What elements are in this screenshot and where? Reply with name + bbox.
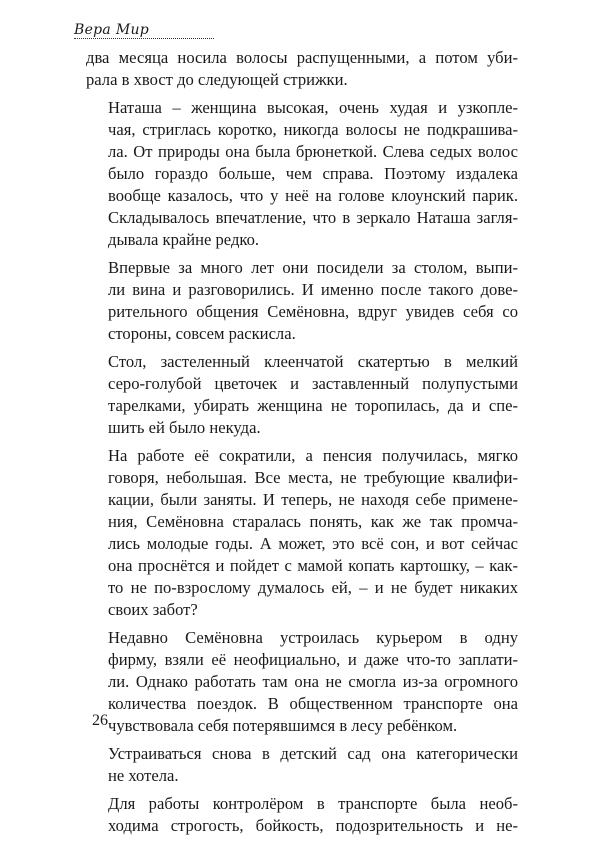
paragraph xyxy=(86,445,518,621)
text-line: ходима строгость, бойкость, подозрительность и не- xyxy=(108,816,518,835)
text-line: шить ей было некуда. xyxy=(108,418,261,437)
text-line: На работе её сократили, а пенсия получилась, мягко xyxy=(108,446,518,465)
text-line: то не по-взрослому думалось ей, – и не будет никаких xyxy=(108,578,518,597)
text-line: тарелками, убирать женщина не торопилась, да и спе- xyxy=(108,396,518,415)
text-line: ла. От природы она была брюнеткой. Слева седых волос xyxy=(108,142,518,161)
running-head-author: Вера Мир xyxy=(74,22,150,38)
text-line: Складывалось впечатление, что в зеркало Наташа загля- xyxy=(108,208,518,227)
text-line: она проснётся и пойдет с мамой копать картошку, – как- xyxy=(108,556,518,575)
text-line: было гораздо больше, чем справа. Поэтому издалека xyxy=(108,164,518,183)
paragraph xyxy=(86,351,518,439)
text-line: своих забот? xyxy=(108,600,198,619)
text-line: серо-голубой цветочек и заставленный полупустыми xyxy=(108,374,518,393)
body-text xyxy=(86,47,518,843)
text-line: чая, стриглась коротко, никогда волосы не подкрашива- xyxy=(108,120,518,139)
text-line: кации, были заняты. И теперь, не находя себе примене- xyxy=(108,490,518,509)
text-line: говоря, небольшая. Все места, не требующие квалифи- xyxy=(108,468,518,487)
text-line: Недавно Семёновна устроилась курьером в одну xyxy=(108,628,518,647)
text-line: рительного общения Семёновна, вдруг увидев себя со xyxy=(108,302,518,321)
text-line: ния, Семёновна старалась понять, как же так промча- xyxy=(108,512,518,531)
text-line: количества поездок. В общественном транспорте она xyxy=(108,694,518,713)
text-line: Стол, застеленный клеенчатой скатертью в мелкий xyxy=(108,352,518,371)
paragraph xyxy=(86,47,518,91)
text-line: лись молодые годы. А может, это всё сон, и вот сейчас xyxy=(108,534,518,553)
text-line: ли вина и разговорились. И именно после такого дове- xyxy=(108,280,518,299)
text-line: рала в хвост до следующей стрижки. xyxy=(86,70,348,89)
paragraph xyxy=(86,97,518,251)
text-line: ли. Однако работать там она не смогла из-за огромного xyxy=(108,672,518,691)
text-line: Устраиваться снова в детский сад она категорически xyxy=(108,744,518,763)
text-line: фирму, взяли её неофициально, и даже что-то заплати- xyxy=(108,650,518,669)
text-line: Для работы контролёром в транспорте была необ- xyxy=(108,794,518,813)
text-line: Наташа – женщина высокая, очень худая и узкопле- xyxy=(108,98,518,117)
paragraph xyxy=(86,257,518,345)
text-line: Впервые за много лет они посидели за столом, выпи- xyxy=(108,258,518,277)
text-line: вообще казалось, что у неё на голове клоунский парик. xyxy=(108,186,518,205)
text-line: чувствовала себя потерявшимся в лесу ребёнком. xyxy=(108,716,458,735)
paragraph xyxy=(86,793,518,837)
text-line: дывала крайне редко. xyxy=(108,230,260,249)
text-line: не хотела. xyxy=(108,766,179,785)
page-number: 26 xyxy=(92,712,108,729)
running-head-rule xyxy=(74,38,214,39)
text-line: стороны, совсем раскисла. xyxy=(108,324,296,343)
paragraph xyxy=(86,627,518,737)
text-line: два месяца носила волосы распущенными, а потом уби- xyxy=(86,48,518,67)
